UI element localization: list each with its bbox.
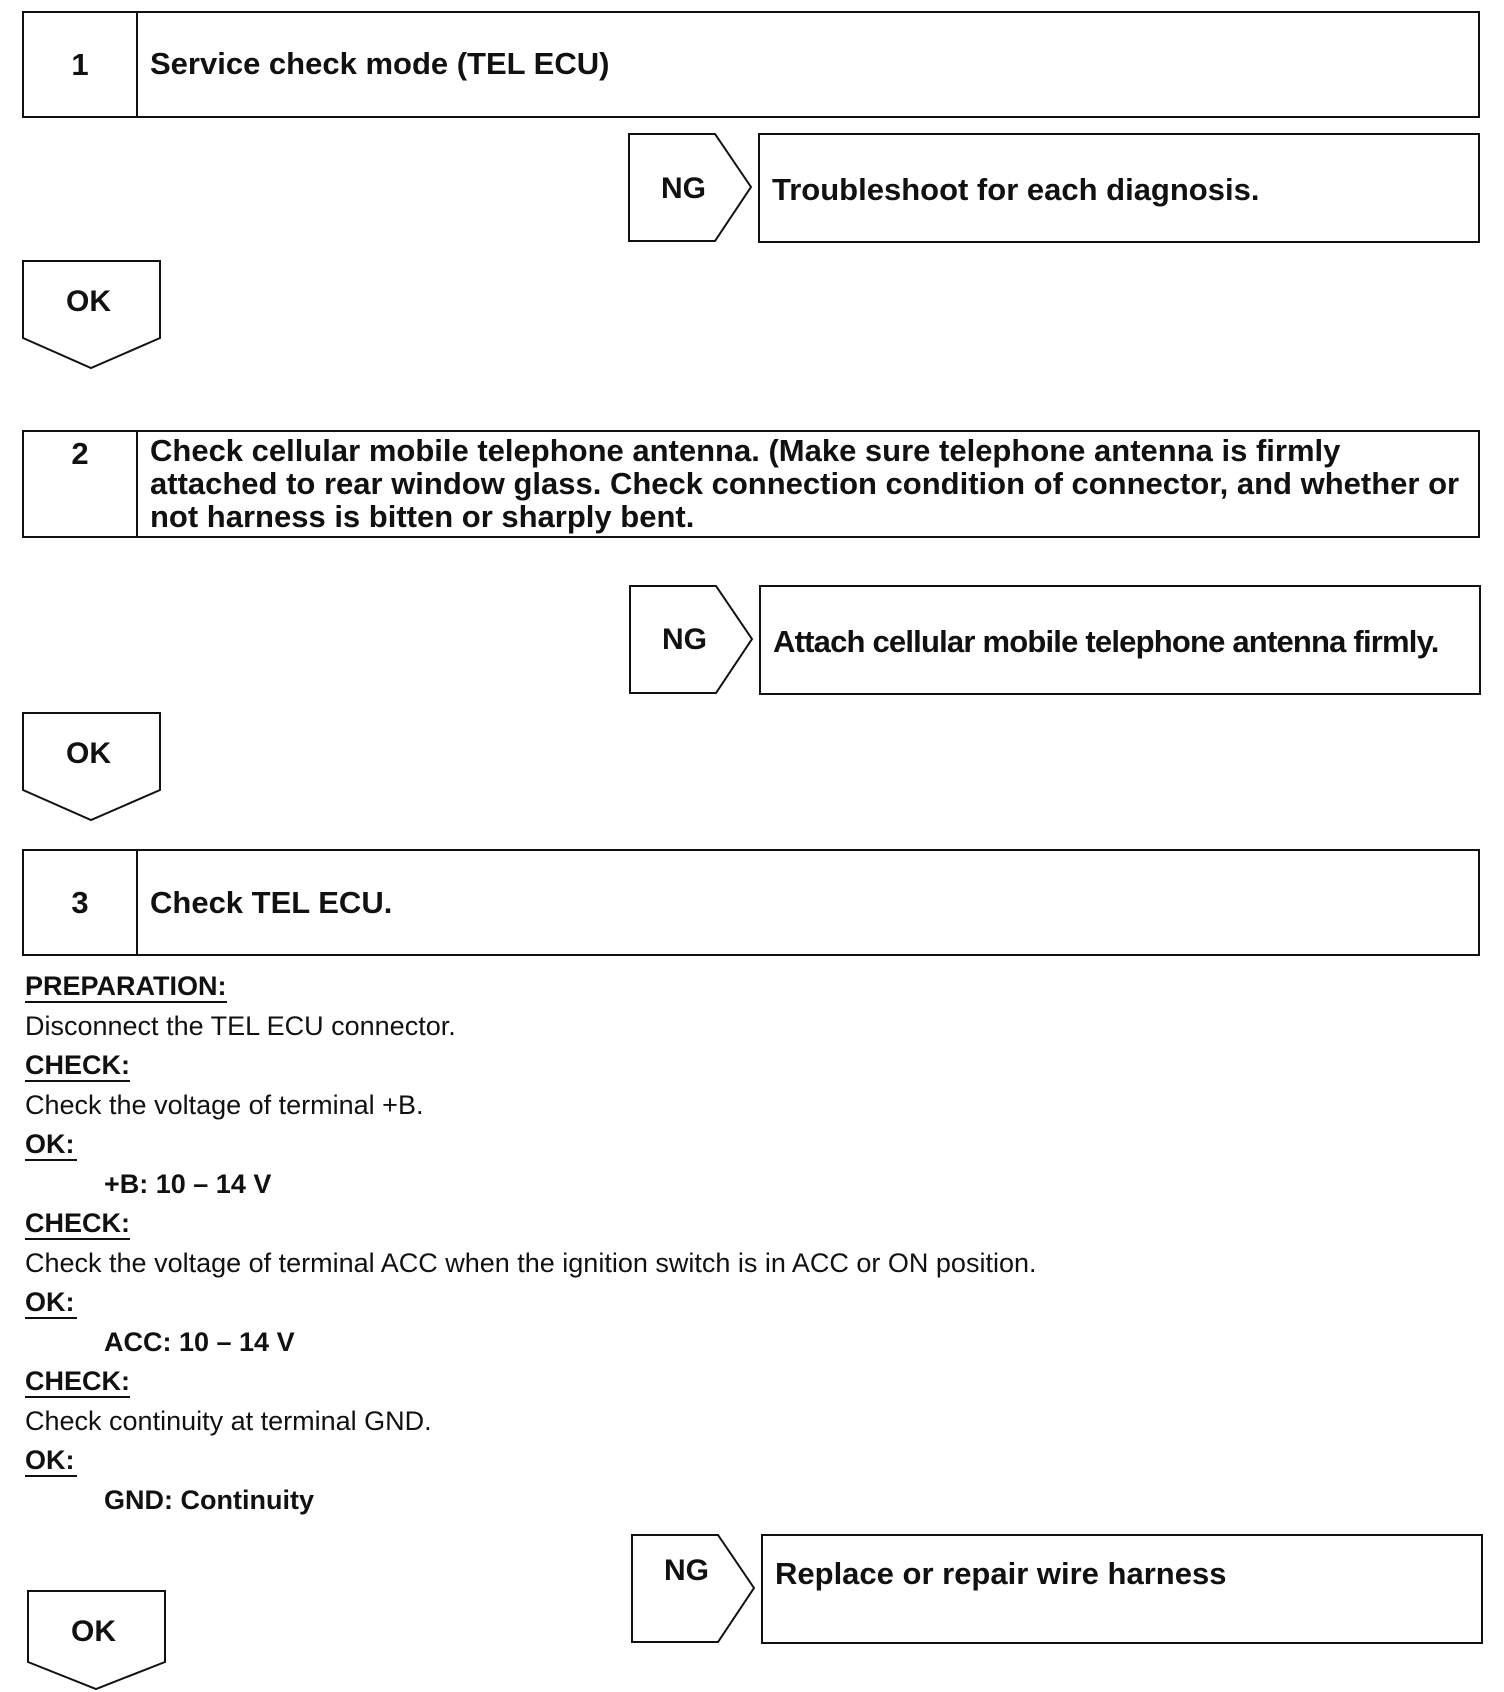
ng-action-text-3: Replace or repair wire harness	[775, 1556, 1227, 1591]
ok-1-heading: OK:	[25, 1129, 75, 1159]
step-3-box	[22, 849, 1480, 956]
ok-2-heading: OK:	[25, 1287, 75, 1317]
step-3-number: 3	[24, 851, 138, 954]
ng-action-box-2	[759, 585, 1481, 695]
check-1-text: Check the voltage of terminal +B.	[25, 1090, 424, 1120]
ng-action-box-3	[761, 1534, 1483, 1644]
step-1-title: Service check mode (TEL ECU)	[150, 46, 610, 81]
ok-label-2: OK	[66, 737, 111, 770]
check-2-heading: CHECK:	[25, 1208, 130, 1238]
step-1-box	[22, 11, 1480, 118]
ng-label-3: NG	[664, 1554, 709, 1587]
step-3-title: Check TEL ECU.	[150, 885, 393, 920]
check-3-heading: CHECK:	[25, 1366, 130, 1396]
check-1-heading: CHECK:	[25, 1050, 130, 1080]
ok-3-heading: OK:	[25, 1445, 75, 1475]
ok-label-3: OK	[71, 1615, 116, 1648]
ok-1-spec: +B: 10 – 14 V	[104, 1169, 272, 1199]
step-2-title: Check cellular mobile telephone antenna. (Make sure telephone antenna is firmly attached to rear window glass. Check connection condition of connector, and whether or not harness is bitten or sharply bent.	[150, 433, 1460, 534]
step-1-number: 1	[24, 13, 138, 116]
step-2-number: 2	[24, 432, 138, 536]
ok-2-spec: ACC: 10 – 14 V	[104, 1327, 295, 1357]
ok-label-1: OK	[66, 285, 111, 318]
preparation-text: Disconnect the TEL ECU connector.	[25, 1011, 456, 1041]
step-2-box	[22, 430, 1480, 538]
check-3-text: Check continuity at terminal GND.	[25, 1406, 432, 1436]
check-2-text: Check the voltage of terminal ACC when the ignition switch is in ACC or ON position.	[25, 1248, 1037, 1278]
ng-action-text-1: Troubleshoot for each diagnosis.	[772, 172, 1260, 207]
ng-label-2: NG	[662, 623, 707, 656]
ng-tag-3	[631, 1534, 756, 1644]
ng-action-text-2: Attach cellular mobile telephone antenna firmly.	[773, 624, 1439, 659]
ok-3-spec: GND: Continuity	[104, 1485, 314, 1515]
ng-label-1: NG	[661, 172, 706, 205]
preparation-heading: PREPARATION:	[25, 971, 227, 1001]
ng-action-box-1	[758, 133, 1480, 243]
